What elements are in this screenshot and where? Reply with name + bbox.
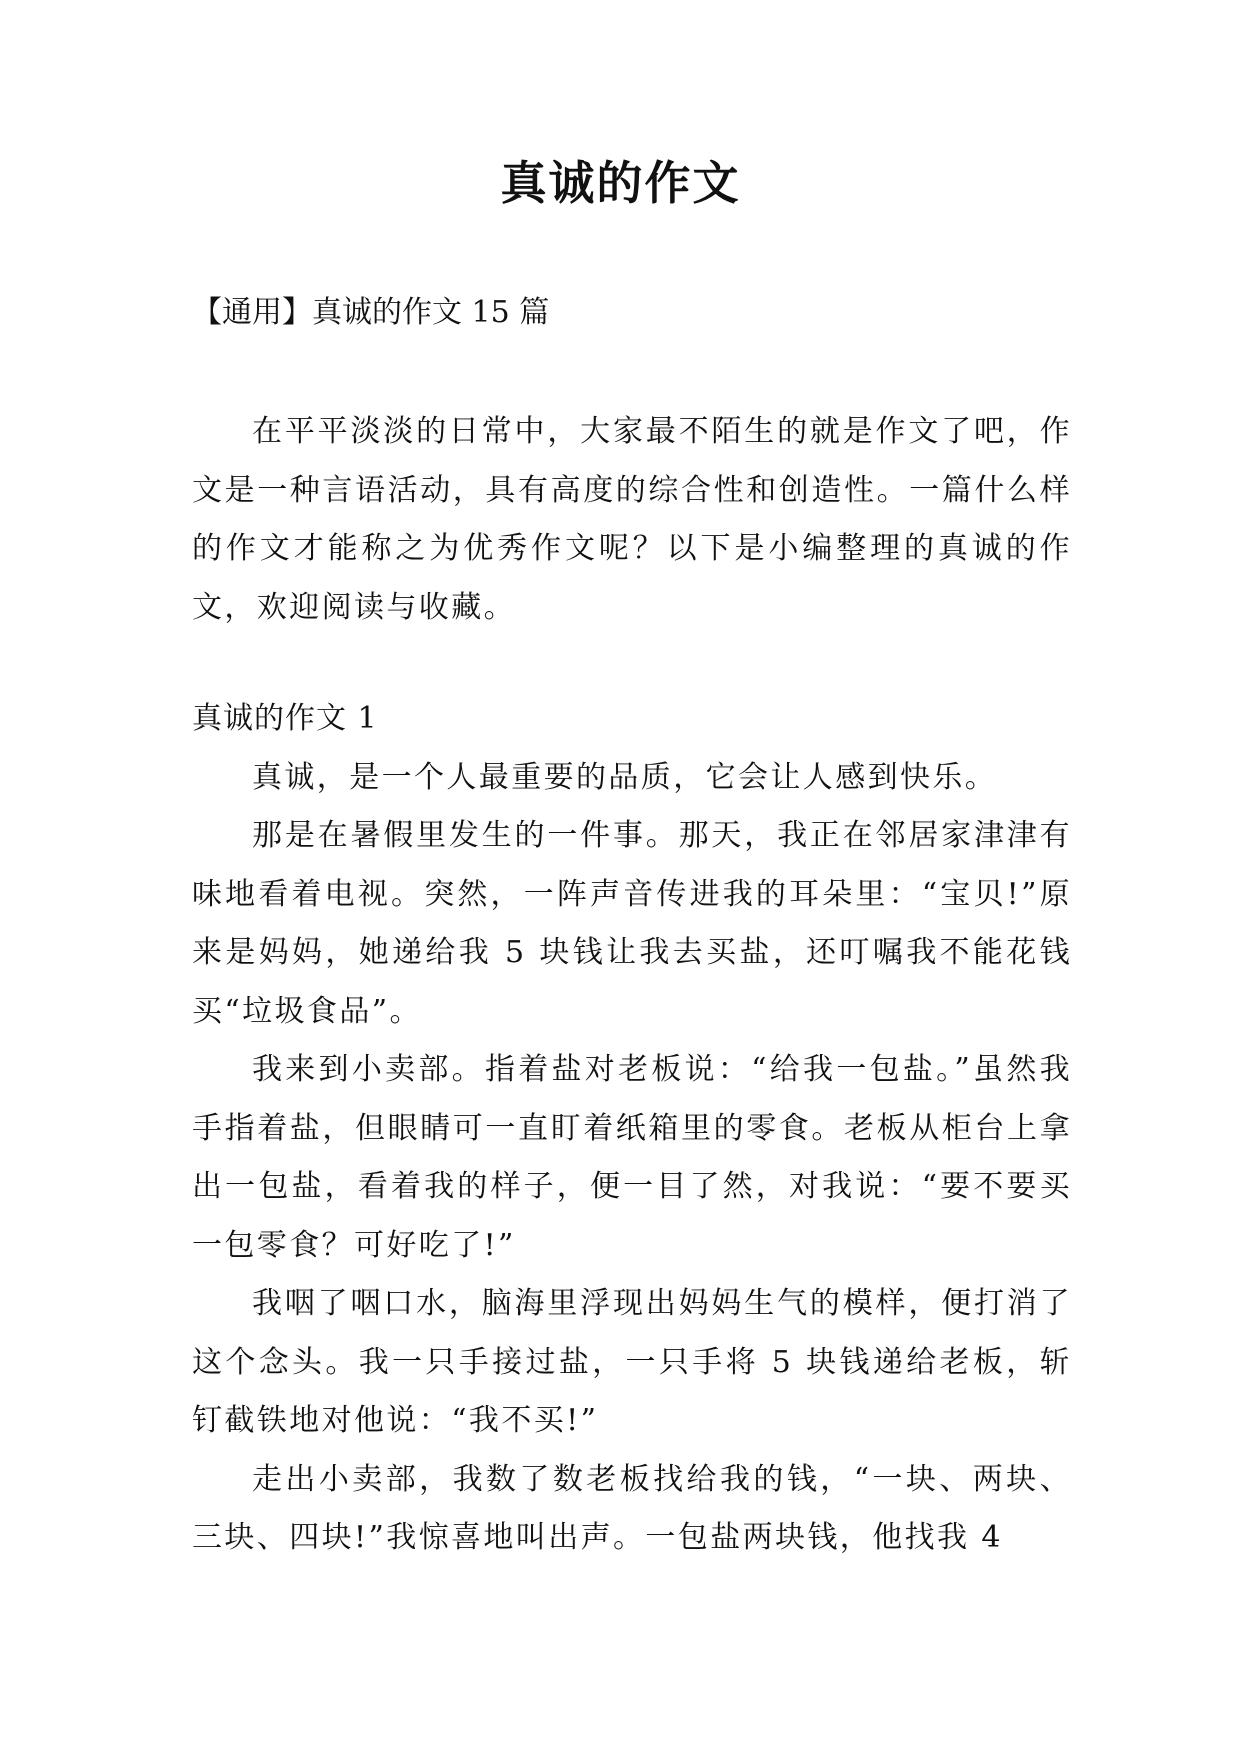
intro-paragraph: 在平平淡淡的日常中，大家最不陌生的就是作文了吧，作文是一种言语活动，具有高度的综合性和创造性。一篇什么样的作文才能称之为优秀作文呢？以下是小编整理的真诚的作文，欢迎阅读与收藏。 bbox=[192, 414, 1072, 625]
essay-paragraph: 走出小卖部，我数了数老板找给我的钱，“一块、两块、三块、四块!”我惊喜地叫出声。一包盐两块钱，他找我 4 bbox=[192, 1461, 1072, 1555]
essay-paragraph: 我来到小卖部。指着盐对老板说：“给我一包盐。”虽然我手指着盐，但眼睛可一直盯着纸箱里的零食。老板从柜台上拿出一包盐，看着我的样子，便一目了然，对我说：“要不要买一包零食？可好吃了!” bbox=[192, 1052, 1072, 1263]
essay-paragraph: 我咽了咽口水，脑海里浮现出妈妈生气的模样，便打消了这个念头。我一只手接过盐，一只手将 5 块钱递给老板，斩钉截铁地对他说：“我不买!” bbox=[192, 1286, 1072, 1438]
section-heading: 真诚的作文 1 bbox=[192, 701, 378, 736]
intro-block bbox=[192, 403, 1072, 637]
essay-section bbox=[192, 690, 1072, 1568]
essay-paragraph: 那是在暑假里发生的一件事。那天，我正在邻居家津津有味地看着电视。突然，一阵声音传进我的耳朵里：“宝贝!”原来是妈妈，她递给我 5 块钱让我去买盐，还叮嘱我不能花钱买“垃圾食品”。 bbox=[192, 818, 1072, 1029]
essay-paragraph: 真诚，是一个人最重要的品质，它会让人感到快乐。 bbox=[252, 759, 998, 795]
document-subtitle: 【通用】真诚的作文 15 篇 bbox=[192, 295, 550, 330]
document-title: 真诚的作文 bbox=[500, 156, 741, 210]
